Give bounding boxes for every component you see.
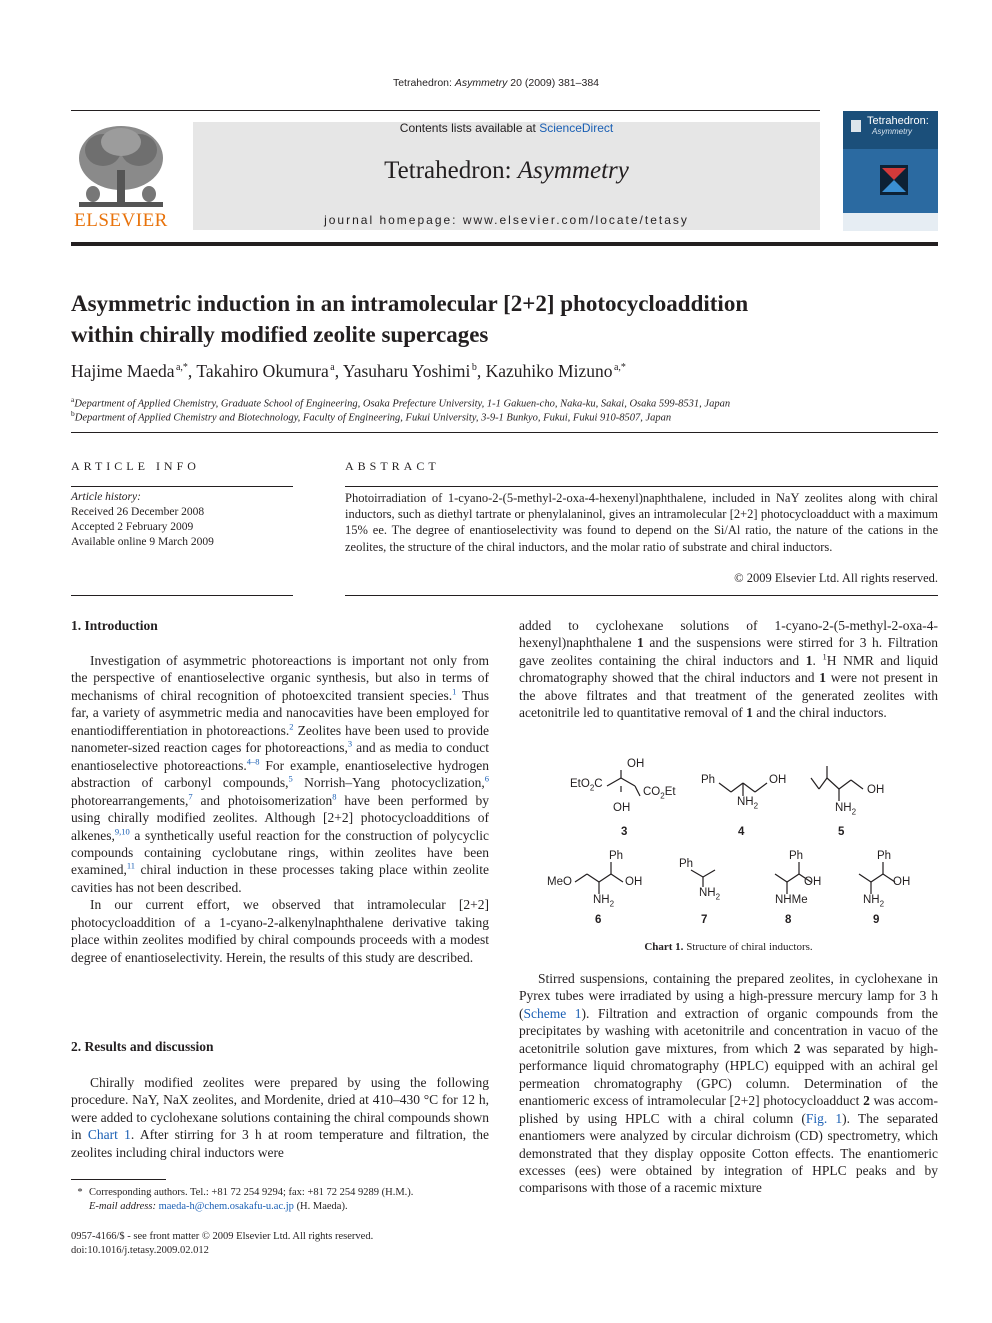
scheme1-link[interactable]: Scheme 1 [523,1005,582,1021]
author[interactable]: Hajime Maeda [71,361,175,381]
chem-label: $NH_2$ [737,796,759,811]
chem-label: OH [625,876,643,888]
history-label: Article history: [71,491,141,503]
running-head: Tetrahedron: Asymmetry 20 (2009) 381–384 [392,77,600,89]
abstract-heading: ABSTRACT [345,459,440,473]
cover-subtitle: Asymmetry [872,127,912,136]
abstract-copyright: © 2009 Elsevier Ltd. All rights reserved. [734,571,938,585]
compound-number: 4 [738,826,745,838]
article-title [71,288,938,350]
header-rule-bottom [71,242,938,246]
chem-label: MeO [547,876,572,888]
contents-line: Contents lists available at ScienceDirect [399,121,614,135]
affiliation-a: $^a$Department of Applied Chemistry, Graduate School of Engineering, Osaka Prefecture University, 1-1 Gakuen-cho, Naka-ku, Sakai, Osaka 599-8531, Japan [71,395,731,410]
header-rule-top [71,110,820,111]
compound-number: 9 [873,914,880,926]
issn-line: 0957-4166/$ - see front matter © 2009 Elsevier Ltd. All rights reserved. [71,1231,374,1242]
online-date: Available online 9 March 2009 [71,536,214,548]
footnote-rule [71,1179,166,1180]
elsevier-tree-logo [71,120,171,212]
author[interactable]: Yasuharu Yoshimi [342,361,471,381]
journal-title: Tetrahedron: Asymmetry [384,157,629,184]
article-title-line1: Asymmetric induction in an intramolecular [2+2] photocycloaddition [71,291,749,316]
article-info-rule [71,486,293,487]
affiliation-b: $^b$Department of Applied Chemistry and Biotechnology, Faculty of Engineering, Fukui University, 3-9-1 Bunkyo, Fukui, Fukui 910-8507, Japan [71,409,672,424]
results-heading: 2. Results and discussion [71,1039,214,1054]
doi-line[interactable]: doi:10.1016/j.tetasy.2009.02.012 [71,1245,209,1256]
chem-label: $CO_2Et$ [643,786,676,801]
compound-number: 3 [621,826,628,838]
article-info-rule-bottom [71,595,293,596]
results-body-right-bottom: Stirred suspensions, containing the prepared zeolites, in cyclohexane in Pyrex tubes were irradiated by using a high-pressure mercury lamp for 3 h (Scheme 1). Filtration and extraction of organic compounds from the precipitates by washing with acetonitrile and concentration in vacuo of the acetonitrile solution gave mixtures, from which 2 was separated by high-performance liquid chromatography (HPLC) equipped with an achiral gel permeation chromatography (GPC) column. Determination of the enantiomeric excess of intramolecular [2+2] photocycloadduct 2 was accomplished by using HPLC with a chiral column (Fig. 1). The separated enantiomers were analyzed by circular dichroism (CD) spectrometry, which demonstrated that they display opposite Cotton effects. The enantiomeric excesses (ees) were obtained by integration of HPLC peaks and by comparisons with those of a racemic mixture [519,971,938,1196]
cover-title: Tetrahedron: [867,115,929,127]
sciencedirect-link[interactable]: ScienceDirect [539,121,614,135]
intro-body: Investigation of asymmetric photoreactions is important not only from the perspective of enantioselective organic synthesis, but also in terms of mechanisms of chiral recognition of photoexcited transient species.$^1$ Thus far, a variety of asymmetric media and nanocavities have been employed for enantiodifferentiation in photoreactions.$^2$ Zeolites have been used to provide nanometer-sized reaction cages for photoreactions,$^3$ and as media to conduct enantioselective photoreactions.$^{4-8}$ For example, enantioselective hydrogen abstraction of carbonyl compounds,$^5$ Norrish–Yang photocyclization,$^6$ photorearrangements,$^7$ and photoisomerization$^8$ have been performed by using chirally modified zeolites. Although [2+2] photocycloadditions of alkenes,$^{9,10}$ a synthetically useful reaction for the construction of polycyclic compounds containing cyclobutane rings, within zeolites have been examined,$^{11}$ chiral induction in these processes taking place within zeolite cavities has not been described. In our current effort, we observed that intramolecular [2+2] photocycloaddition of a 1-cyano-2-alkenylnaphthalene derivative taking place within zeolites modified by chiral compounds proceeds with a modest degree of enantioselectivity. Herein, the results of this study are described. [71,653,490,965]
intro-heading: 1. Introduction [71,618,158,633]
compound-number: 6 [595,914,602,926]
corresponding-footnote: * Corresponding authors. Tel.: +81 72 254 9294; fax: +81 72 254 9289 (H.M.). E-mail address: maeda-h@chem.osakafu-u.ac.jp (H. Maeda). [77,1187,414,1212]
article-title-line2: within chirally modified zeolite supercages [71,322,489,347]
chem-label: Ph [679,858,694,870]
author[interactable]: Takahiro Okumura [196,361,329,381]
chem-label: $NH_2$ [835,802,857,817]
compound-number: 8 [785,914,792,926]
results-body-right-top: added to cyclohexane solutions of 1-cyano-2-(5-methyl-2-oxa-4-hexenyl)naphthalene 1 and the suspensions were stirred for 3 h. Filtration gave zeolites containing the chiral inductors and 1. $^1$H NMR and liquid chromatography showed that the chiral inductors and 1 were not present in the above filtrates and that treatment of the generated zeolites with acetonitrile led to quantitative removal of 1 and the chiral inductors. [519,618,939,721]
affiliation-rule [71,432,938,433]
chem-label: OH [769,774,787,786]
author-list: Hajime Maeda $^{a,*}$, Takahiro Okumura $^a$, Yasuharu Yoshimi $^b$, Kazuhiko Mizuno $^{a,*}$ [71,361,626,381]
chem-label: EtO$_2$C [570,778,603,793]
chem-label: Ph [701,774,716,786]
abstract-rule-bottom [345,595,938,596]
chart1-caption: Chart 1. Structure of chiral inductors. [644,941,813,953]
chem-label: Ph [789,850,804,862]
chart1-link[interactable]: Chart 1 [87,1127,131,1143]
compound-number: 7 [701,914,708,926]
compound-number: 5 [838,826,845,838]
elsevier-logo-text: ELSEVIER [74,210,168,231]
chart1-structures [519,756,938,936]
chem-label: $NH_2$ [593,894,615,909]
chem-label: Ph [609,850,624,862]
chem-label: OH [804,876,822,888]
email-link[interactable]: maeda-h@chem.osakafu-u.ac.jp [158,1201,294,1212]
chem-label: OH [893,876,911,888]
chem-label: NHMe [775,894,808,906]
article-info-heading: ARTICLE INFO [71,459,200,473]
article-history [71,490,293,550]
chem-label: Ph [877,850,892,862]
fig1-link[interactable]: Fig. 1 [805,1110,843,1126]
abstract-text: Photoirradiation of 1-cyano-2-(5-methyl-2-oxa-4-hexenyl)naphthalene, included in NaY zeolites along with chiral inductors, such as diethyl tartrate or phenylalaninol, gives an intramolecular [2+2] photocycloadduct with a maximum 15% ee. The degree of enantioselectivity was found to depend on the Si/Al ratio, the nature of the cations in the zeolites, the structure of the chiral inductors, and the molar ratio of substrate and chiral inductors. [345,491,938,554]
chem-label: OH [627,758,645,770]
chem-label: $NH_2$ [863,894,885,909]
accepted-date: Accepted 2 February 2009 [71,521,194,533]
journal-homepage[interactable]: journal homepage: www.elsevier.com/locate/tetasy [324,213,689,227]
chem-label: $NH_2$ [699,887,721,902]
received-date: Received 26 December 2008 [71,506,205,518]
chem-label: OH [867,784,885,796]
results-body-left: Chirally modified zeolites were prepared by using the following procedure. NaY, NaX zeolites, and Mordenite, dried at 410–430 °C for 12 h, were added to cyclohexane solutions containing the chiral compounds shown in Chart 1. After stirring for 3 h at room temperature and filtration, the zeolites including chiral inductors were [71,1075,489,1160]
abstract-rule [345,486,938,487]
chem-label: OH [613,802,631,814]
author[interactable]: Kazuhiko Mizuno [485,361,613,381]
